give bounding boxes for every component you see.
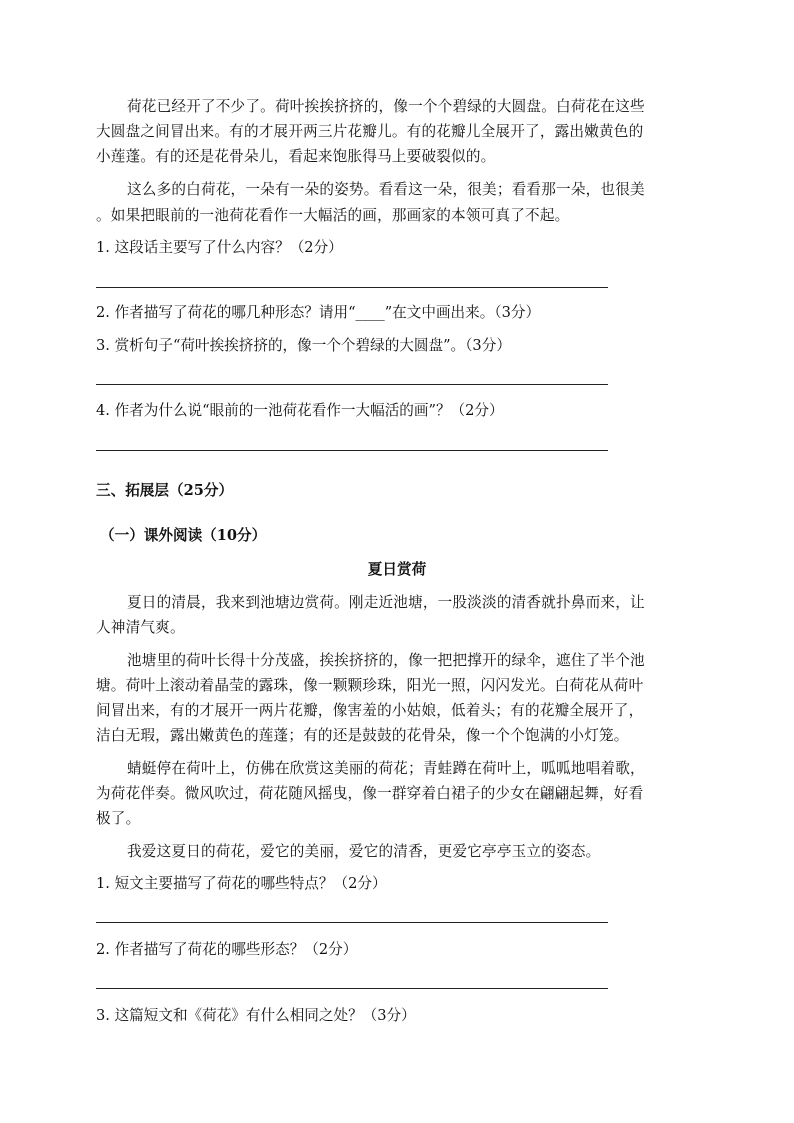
passage2-line-4: 塘。荷叶上滚动着晶莹的露珠，像一颗颗珍珠，阳光一照，闪闪发光。白荷花从荷叶 [96,677,644,694]
passage2-line-8: 为荷花伴奏。微风吹过，荷花随风摇曳，像一群穿着白裙子的少女在翩翩起舞，好看 [96,785,644,802]
passage2-line-9: 极了。 [96,810,141,827]
passage2-line-3: 池塘里的荷叶长得十分茂盛，挨挨挤挤的，像一把把撑开的绿伞，遮住了半个池 [127,652,645,669]
answer-line[interactable] [96,287,608,288]
passage2-line-2: 人神清气爽。 [96,619,185,636]
passage1-line-4: 这么多的白荷花，一朵有一朵的姿势。看看这一朵，很美；看看那一朵，也很美 [127,181,645,198]
subsection-title: （一）课外阅读（10分） [100,527,267,544]
passage1-line-5: 。如果把眼前的一池荷花看作一大幅活的画，那画家的本领可真了不起。 [96,207,570,224]
question-2-1: 1. 短文主要描写了荷花的哪些特点？（2分） [96,875,387,892]
passage2-line-6: 洁白无瑕，露出嫩黄色的莲蓬；有的还是鼓鼓的花骨朵，像一个个饱满的小灯笼。 [96,727,629,744]
passage2-line-1: 夏日的清晨，我来到池塘边赏荷。刚走近池塘，一股淡淡的清香就扑鼻而来，让 [127,594,645,611]
passage1-line-2: 大圆盘之间冒出来。有的才展开两三片花瓣儿。有的花瓣儿全展开了，露出嫩黄色的 [96,123,644,140]
passage2-line-7: 蜻蜓停在荷叶上，仿佛在欣赏这美丽的荷花；青蛙蹲在荷叶上，呱呱地唱着歌， [127,760,645,777]
answer-line[interactable] [96,384,608,385]
passage2-line-5: 间冒出来，有的才展开一两片花瓣，像害羞的小姑娘，低着头；有的花瓣全展开了， [96,702,644,719]
passage1-line-3: 小莲蓬。有的还是花骨朵儿，看起来饱胀得马上要破裂似的。 [96,148,496,165]
section-title: 三、拓展层（25分） [96,482,234,499]
article-title: 夏日赏荷 [367,561,427,578]
answer-line[interactable] [96,450,608,451]
question-2-2: 2. 作者描写了荷花的哪些形态？（2分） [96,941,358,958]
question-1-2: 2. 作者描写了荷花的哪几种形态？请用“____”在文中画出来。（3分） [96,304,541,321]
passage2-line-10: 我爱这夏日的荷花，爱它的美丽，爱它的清香，更爱它亭亭玉立的姿态。 [127,843,601,860]
question-1-1: 1. 这段话主要写了什么内容？（2分） [96,239,343,256]
passage1-line-1: 荷花已经开了不少了。荷叶挨挨挤挤的，像一个个碧绿的大圆盘。白荷花在这些 [127,98,645,115]
answer-line[interactable] [96,988,608,989]
question-2-3: 3. 这篇短文和《荷花》有什么相同之处？（3分） [96,1007,416,1024]
question-1-3: 3. 赏析句子“荷叶挨挨挤挤的，像一个个碧绿的大圆盘”。（3分） [96,337,511,354]
question-1-4: 4. 作者为什么说“眼前的一池荷花看作一大幅活的画”？（2分） [96,402,504,419]
answer-line[interactable] [96,922,608,923]
